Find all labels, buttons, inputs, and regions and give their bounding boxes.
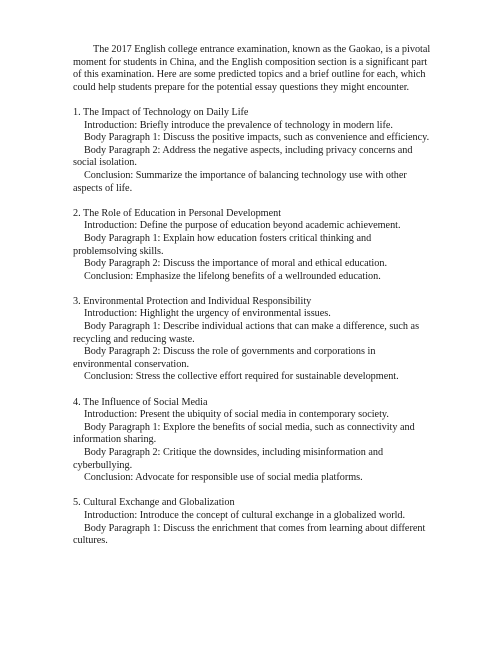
section-title: 1. The Impact of Technology on Daily Life	[73, 106, 249, 118]
section-social-media	[73, 397, 433, 485]
outline-item: Introduction: Briefly introduce the prevalence of technology in modern life.	[84, 119, 393, 131]
intro-paragraph: The 2017 English college entrance examination, known as the Gaokao, is a pivotal moment for students in China, and the English composition section is a significant part of this examination. Here are some predicted topics and a brief outline for each, which could help students prepare for the potential essay questions they might encounter.	[73, 44, 431, 93]
outline-item: Conclusion: Summarize the importance of balancing technology use with other aspects of life.	[73, 169, 407, 194]
outline-item: Body Paragraph 1: Explore the benefits of social media, such as connectivity and information sharing.	[73, 421, 415, 446]
outline-item: Introduction: Highlight the urgency of environmental issues.	[84, 308, 331, 320]
section-technology	[73, 107, 433, 195]
outline-item: Conclusion: Emphasize the lifelong benefits of a wellrounded education.	[84, 270, 381, 282]
outline-item: Body Paragraph 2: Address the negative aspects, including privacy concerns and social isolation.	[73, 144, 413, 169]
section-education	[73, 208, 433, 284]
outline-item: Introduction: Present the ubiquity of social media in contemporary society.	[84, 409, 389, 421]
section-title: 4. The Influence of Social Media	[73, 396, 208, 408]
section-title: 2. The Role of Education in Personal Development	[73, 207, 282, 219]
outline-item: Body Paragraph 2: Critique the downsides, including misinformation and cyberbullying.	[73, 447, 384, 471]
section-title: 3. Environmental Protection and Individual Responsibility	[73, 295, 312, 307]
outline-item: Conclusion: Advocate for responsible use of social media platforms.	[84, 472, 363, 484]
outline-item: Body Paragraph 2: Discuss the role of governments and corporations in environmental conservation.	[73, 346, 376, 370]
section-cultural-exchange	[73, 497, 433, 547]
outline-item: Conclusion: Stress the collective effort required for sustainable development.	[84, 371, 399, 383]
outline-item: Body Paragraph 1: Discuss the positive impacts, such as convenience and efficiency.	[84, 132, 430, 144]
outline-item: Body Paragraph 1: Describe individual actions that can make a difference, such as recycling and reducing waste.	[73, 321, 420, 345]
document-body	[73, 44, 433, 560]
outline-item: Body Paragraph 1: Explain how education fosters critical thinking and problemsolving skills.	[73, 232, 372, 257]
outline-item: Introduction: Define the purpose of education beyond academic achievement.	[84, 220, 401, 232]
outline-item: Introduction: Introduce the concept of cultural exchange in a globalized world.	[84, 509, 406, 521]
section-environment	[73, 296, 433, 384]
section-title: 5. Cultural Exchange and Globalization	[73, 497, 235, 509]
outline-item: Body Paragraph 2: Discuss the importance of moral and ethical education.	[84, 258, 387, 270]
outline-item: Body Paragraph 1: Discuss the enrichment that comes from learning about different cultures.	[73, 522, 426, 547]
